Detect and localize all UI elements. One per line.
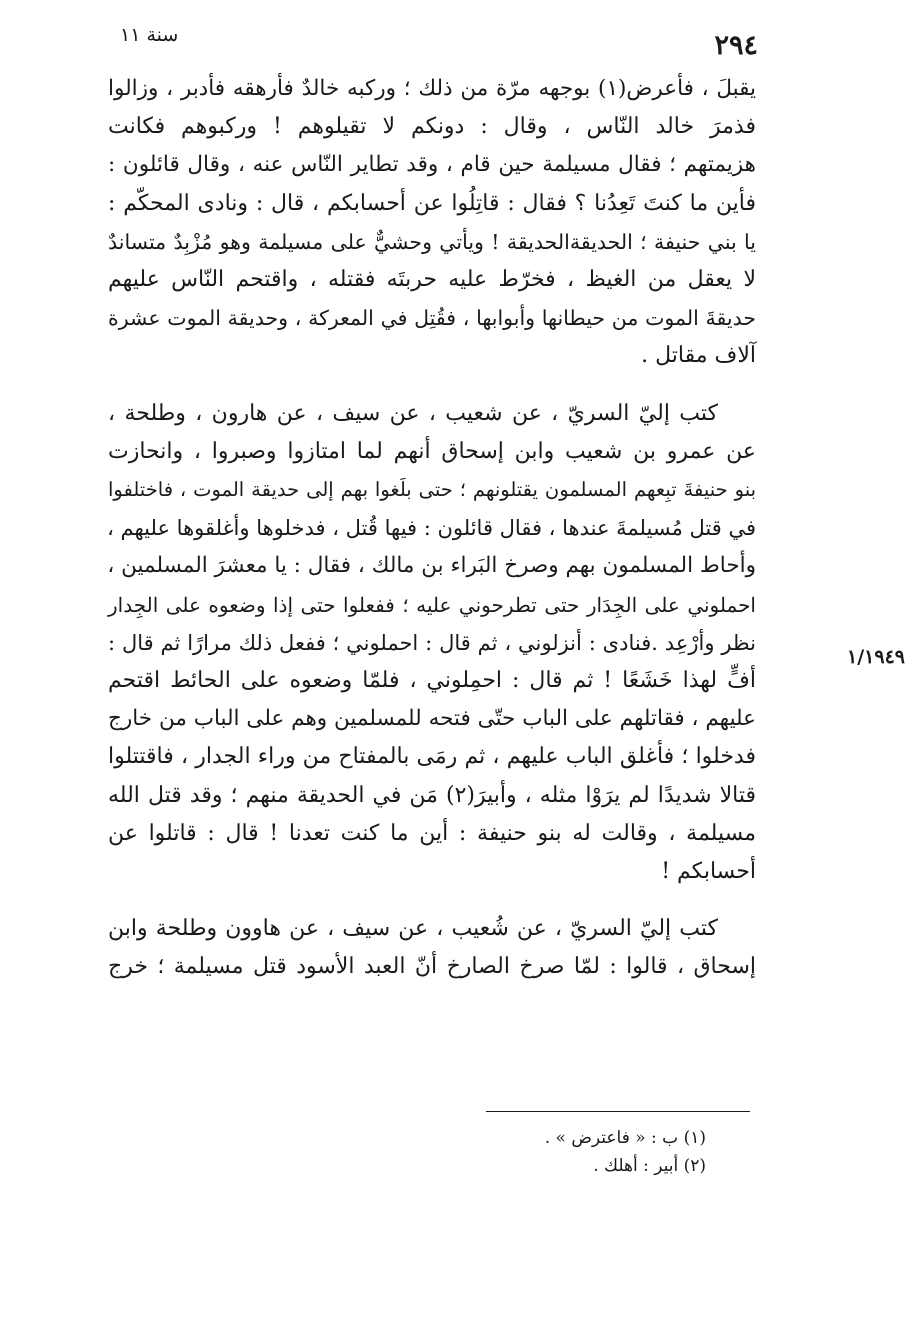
page-number: ٢٩٤ <box>714 30 758 61</box>
footnote-1: (١) ب : « فاعترض » . <box>544 1128 706 1148</box>
text-line: عليهم ، فقاتلهم على الباب حتّى فتحه للمسلمين وهم على الباب من خارج <box>108 706 756 732</box>
text-line: لا يعقل من الغيظ ، فخرّط عليه حربتَه فقتله ، واقتحم النّاس عليهم <box>108 267 756 293</box>
footnote-2: (٢) أبير : أهلك . <box>593 1156 706 1176</box>
text-line: فدخلوا ؛ فأغلق الباب عليهم ، ثم رمَى بالمفتاح من وراء الجدار ، فاقتتلوا <box>108 744 756 770</box>
text-line: نظر وأرْعِد .فنادى : أنزلوني ، ثم قال : احملوني ؛ ففعل ذلك مرارًا ثم قال : <box>108 630 756 655</box>
text-line: في قتل مُسيلمةَ عندها ، فقال قائلون : فيها قُتل ، فدخلوها وأغلقوها عليهم ، <box>107 516 756 541</box>
running-head <box>108 22 758 66</box>
margin-reference: ١/١٩٤٩ <box>847 646 905 668</box>
text-line: حديقةَ الموت من حيطانها وأبوابها ، فقُتِل في المعركة ، وحديقة الموت عشرة <box>108 306 756 331</box>
footnotes <box>300 1124 706 1180</box>
text-line: أحسابكم ! <box>661 859 756 885</box>
text-line: بنو حنيفةَ تبِعهم المسلمون يقتلونهم ؛ حتى بلَغوا بهم إلى حديقة الموت ، فاختلفوا <box>108 478 756 502</box>
paragraph-3 <box>108 910 756 986</box>
text-line: وأحاط المسلمون بهم وصرخ البَراء بن مالك ، فقال : يا معشرَ المسلمين ، <box>107 553 756 579</box>
text-line: هزيمتهم ؛ فقال مسيلمة حين قام ، وقد تطاير النّاس عنه ، وقال قائلون : <box>108 152 756 178</box>
text-line: فأين ما كنتَ تَعِدُنا ؟ فقال : قاتِلُوا عن أحسابكم ، قال : ونادى المحكّم : <box>108 190 756 216</box>
text-line: فذمرَ خالد النّاس ، وقال : دونكم لا تقيلوهم ! وركبوهم فكانت <box>108 114 756 140</box>
paragraph-1 <box>108 70 756 376</box>
text-line: يا بني حنيفة ؛ الحديقةالحديقة ! ويأتي وحشيٌّ على مسيلمة وهو مُزْبِدٌ متساندٌ <box>108 229 756 254</box>
paragraph-2 <box>108 395 756 892</box>
text-line: آلاف مقاتل . <box>641 343 756 369</box>
text-line: إسحاق ، قالوا : لمّا صرخ الصارخ أنّ العبد الأسود قتل مسيلمة ؛ خرج <box>108 954 756 980</box>
text-line: قتالا شديدًا لم يرَوْا مثله ، وأبيرَ(٢) مَن في الحديقة منهم ؛ وقد قتل الله <box>108 782 757 808</box>
year-label: سنة ١١ <box>120 24 179 46</box>
text-line: مسيلمة ، وقالت له بنو حنيفة : أين ما كنت تعدنا ! قال : قاتلوا عن <box>108 820 756 846</box>
text-line: كتب إليّ السريّ ، عن شعيب ، عن سيف ، عن هارون ، وطلحة ، <box>108 400 718 426</box>
text-line: يقبلَ ، فأعرض(١) بوجهه مرّة من ذلك ؛ وركبه خالدٌ فأرهقه فأدبر ، وزالوا <box>108 76 756 101</box>
footnote-divider <box>486 1111 750 1112</box>
text-line: احملوني على الجِدَار حتى تطرحوني عليه ؛ ففعلوا حتى إذا وضعوه على الجِدار <box>108 592 756 617</box>
text-line: أفٍّ لهذا خَشَعًا ! ثم قال : احمِلوني ، فلمّا وضعوه على الحائط اقتحم <box>108 668 756 694</box>
body-text <box>108 70 756 987</box>
text-line: عن عمرو بن شعيب وابن إسحاق أنهم لما امتازوا وصبروا ، وانحازت <box>108 438 756 464</box>
text-line: كتب إليّ السريّ ، عن شُعيب ، عن سيف ، عن هاوون وطلحة وابن <box>108 916 718 942</box>
